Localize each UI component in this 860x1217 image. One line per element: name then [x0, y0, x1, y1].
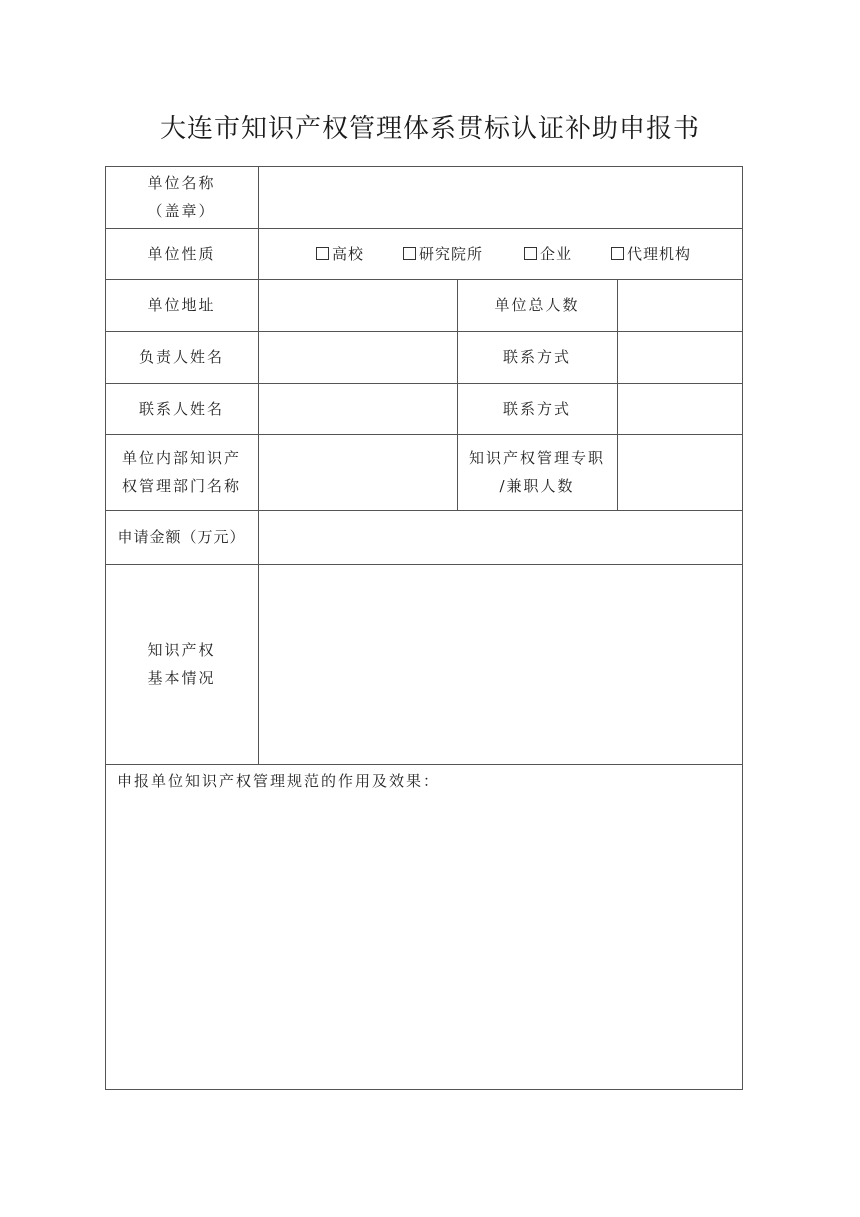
- ip-staff-label-line2: /兼职人数: [499, 477, 575, 495]
- contact-contact-label: 联系方式: [502, 399, 571, 418]
- ip-dept-label-line1: 单位内部知识产: [121, 449, 241, 467]
- ip-basic-label-line2: 基本情况: [147, 669, 216, 687]
- contact-contact-field[interactable]: [618, 383, 743, 434]
- row-divider: [105, 764, 743, 765]
- total-staff-label: 单位总人数: [494, 296, 580, 314]
- document-title: 大连市知识产权管理体系贯标认证补助申报书: [159, 114, 700, 144]
- ip-basic-label-line1: 知识产权: [147, 641, 216, 659]
- leader-contact-label: 联系方式: [502, 348, 571, 366]
- leader-contact-field[interactable]: [618, 331, 743, 383]
- leader-name-label: 负责人姓名: [138, 348, 224, 366]
- total-staff-field[interactable]: [618, 279, 743, 331]
- leader-name-field[interactable]: [259, 331, 457, 383]
- option-label: 代理机构: [627, 245, 692, 263]
- effect-label: 申报单位知识产权管理规范的作用及效果：: [117, 772, 441, 790]
- checkbox-icon[interactable]: [524, 247, 537, 260]
- unit-type-label: 单位性质: [147, 244, 216, 263]
- ip-dept-label-line2: 权管理部门名称: [121, 477, 241, 495]
- unit-type-option-enterprise[interactable]: [524, 243, 572, 265]
- option-label: 研究院所: [419, 245, 484, 263]
- ip-basic-label: [105, 564, 258, 764]
- unit-name-label-line1: 单位名称: [147, 174, 216, 192]
- address-field[interactable]: [259, 279, 457, 331]
- address-label: 单位地址: [147, 296, 216, 314]
- unit-name-field[interactable]: [259, 166, 743, 228]
- ip-staff-label-line1: 知识产权管理专职: [468, 449, 605, 467]
- contact-name-label: 联系人姓名: [138, 399, 224, 418]
- checkbox-icon[interactable]: [403, 247, 416, 260]
- contact-name-field[interactable]: [259, 383, 457, 434]
- option-label: 高校: [332, 245, 365, 263]
- unit-type-option-agency[interactable]: [611, 243, 691, 265]
- ip-staff-field[interactable]: [618, 434, 743, 510]
- ip-dept-field[interactable]: [259, 434, 457, 510]
- amount-field[interactable]: [259, 510, 743, 564]
- option-label: 企业: [540, 245, 573, 263]
- unit-name-label: [105, 166, 258, 228]
- ip-basic-field[interactable]: [259, 564, 743, 764]
- unit-type-option-institute[interactable]: [403, 243, 483, 265]
- ip-dept-label: [105, 434, 258, 510]
- ip-staff-label: [457, 434, 617, 510]
- effect-field[interactable]: [106, 795, 742, 1089]
- unit-type-option-university[interactable]: [316, 243, 364, 265]
- checkbox-icon[interactable]: [316, 247, 329, 260]
- checkbox-icon[interactable]: [611, 247, 624, 260]
- unit-name-label-line2: （盖章）: [147, 202, 216, 220]
- amount-label: 申请金额（万元）: [117, 528, 246, 546]
